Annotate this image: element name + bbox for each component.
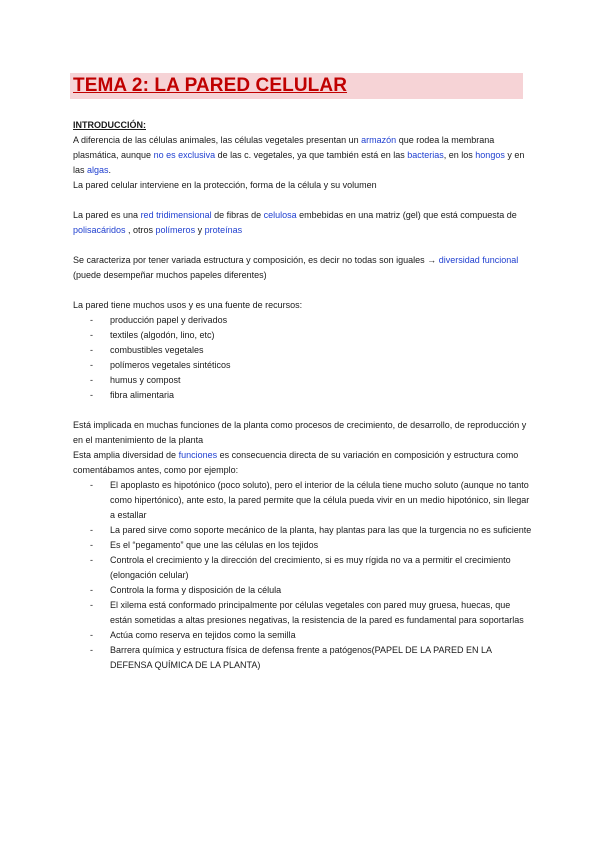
spacer xyxy=(73,238,533,253)
list-item: - La pared sirve como soporte mecánico de la planta, hay plantas para las que la turgencia no es suficiente xyxy=(73,523,533,538)
document-body xyxy=(73,118,533,673)
keyword-bacterias: bacterias xyxy=(407,150,444,160)
spacer xyxy=(73,283,533,298)
list-item: - Actúa como reserva en tejidos como la semilla xyxy=(73,628,533,643)
list-item: - fibra alimentaria xyxy=(73,388,533,403)
list-item: - Es el “pegamento” que une las células en los tejidos xyxy=(73,538,533,553)
list-item: - polímeros vegetales sintéticos xyxy=(73,358,533,373)
list-item: - Controla la forma y disposición de la célula xyxy=(73,583,533,598)
functions-list xyxy=(73,478,533,673)
keyword-funciones: funciones xyxy=(178,450,218,460)
text-run: embebidas en una matriz (gel) que está compuesta de xyxy=(296,210,517,220)
list-item: - producción papel y derivados xyxy=(73,313,533,328)
text-run: A diferencia de las células animales, las células vegetales presentan un xyxy=(73,135,362,145)
keyword-red-tridimensional: red tridimensional xyxy=(140,210,212,220)
list-item: - Controla el crecimiento y la dirección del crecimiento, si es muy rígida no va a permitir el crecimiento (elongación celular) xyxy=(73,553,533,583)
text-run: Se caracteriza por tener variada estructura y composición, es decir no todas son iguales → xyxy=(73,255,439,265)
list-item: - El xilema está conformado principalmente por células vegetales con pared muy gruesa, huecas, que están sometidas a altas presiones negativas, la resistencia de la pared es fundamental para soportarlas xyxy=(73,598,533,628)
text-run: La pared es una xyxy=(73,210,141,220)
intro-paragraph xyxy=(73,133,533,178)
list-item: - combustibles vegetales xyxy=(73,343,533,358)
keyword-hongos: hongos xyxy=(475,150,505,160)
page-title: TEMA 2: LA PARED CELULAR xyxy=(73,75,348,96)
list-item: - textiles (algodón, lino, etc) xyxy=(73,328,533,343)
text-run: es consecuencia directa de su variación en composición y estructura como comentábamos antes, como por ejemplo: xyxy=(73,450,519,475)
keyword-armazon: armazón xyxy=(361,135,397,145)
text-run: de las c. vegetales, ya que también está en las xyxy=(215,150,408,160)
diversity-paragraph xyxy=(73,253,533,283)
keyword-proteinas: proteínas xyxy=(204,225,243,235)
implication-paragraph: Está implicada en muchas funciones de la planta como procesos de crecimiento, de desarrollo, de reproducción y en el mantenimiento de la planta xyxy=(73,420,527,445)
spacer xyxy=(73,403,533,418)
keyword-celulosa: celulosa xyxy=(263,210,297,220)
uses-intro: La pared tiene muchos usos y es una fuente de recursos: xyxy=(73,300,303,310)
text-run: de fibras de xyxy=(211,210,264,220)
uses-list xyxy=(73,313,533,403)
text-run: , otros xyxy=(125,225,156,235)
keyword-no-exclusiva: no es exclusiva xyxy=(153,150,216,160)
list-item: - Barrera química y estructura física de defensa frente a patógenos(PAPEL DE LA PARED EN LA DEFENSA QUÍMICA DE LA PLANTA) xyxy=(73,643,533,673)
text-run: que rodea la membrana plasmática, aunque xyxy=(73,135,495,160)
text-run: (puede desempeñar muchos papeles diferentes) xyxy=(73,270,267,280)
keyword-polimeros: polímeros xyxy=(155,225,196,235)
text-run: y en las xyxy=(73,150,525,175)
text-run: y xyxy=(195,225,205,235)
keyword-polisacaridos: polisacáridos xyxy=(73,225,126,235)
list-item: - humus y compost xyxy=(73,373,533,388)
keyword-algas: algas xyxy=(87,165,109,175)
text-run: . xyxy=(108,165,112,175)
spacer xyxy=(73,193,533,208)
list-item: - El apoplasto es hipotónico (poco soluto), pero el interior de la célula tiene mucho soluto (aunque no tanto como hipertónico), ante esto, la pared permite que la célula pueda vivir en un medio hipotónico, sin llegar a estallar xyxy=(73,478,533,523)
intro-heading: INTRODUCCIÓN: xyxy=(73,120,146,130)
function-paragraph: La pared celular interviene en la protección, forma de la célula y su volumen xyxy=(73,180,377,190)
keyword-diversidad-funcional: diversidad funcional xyxy=(438,255,519,265)
structure-paragraph xyxy=(73,208,533,238)
functions-intro xyxy=(73,448,533,478)
text-run: Esta amplia diversidad de xyxy=(73,450,179,460)
text-run: , en los xyxy=(443,150,476,160)
